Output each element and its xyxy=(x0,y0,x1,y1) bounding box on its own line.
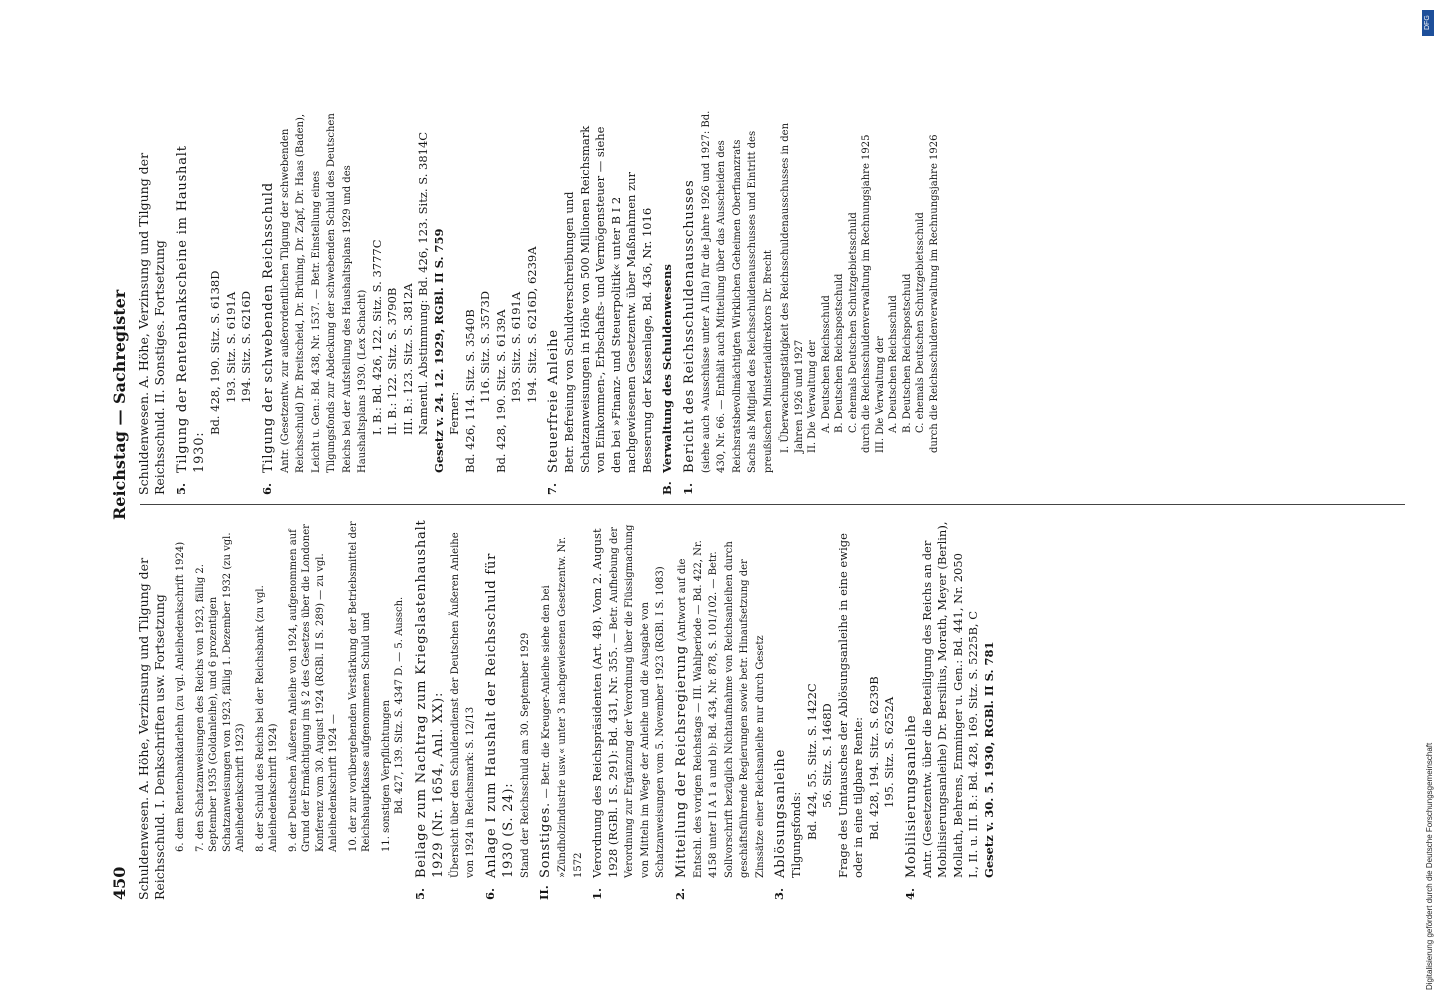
law-reference: Gesetz v. 24. 12. 1929, RGBl. II S. 759 xyxy=(431,228,446,473)
entry-bericht: 1. Bericht des Reichsschuldenausschusses (siehe auch »Ausschüsse unter A IIIa) für die Jahre 1926 und 1927: Bd. 430, Nr. 66. — Enthält auch Mitteilung über das Ausscheiden des Reichsratsbevollmächtigten Wirklichen Geheimen Oberfinanzrats Sachs als Mitglied des Reichsschuldenausschusses und Eintritt des preußischen Ministerialdirektors Dr. Brecht I. Überwachungstätigkeit des Reichsschuldenausschusses in den Jahren 1926 und 1927 II. Die Verwaltung der A. Deutschen Reichsschuld B. Deutschen Reichspostschuld C. ehemals Deutschen Schutzgebietsschuld durch die Reichsschuldenverwaltung im Rechnungsjahre 1925 III. Die Verwaltung der A. Deutschen Reichsschuld B. Deutschen Reichspostschuld C. ehemals Deutschen Schutzgebietsschuld durch die Reichsschuldenverwaltung im Rechnungsjahre 1926 xyxy=(680,110,940,495)
list-item: 9. der Deutschen Äußeren Anleihe von 1924, aufgenommen auf Grund der Ermächtigung im § 2 des Gesetzes über die Londoner Konferenz vom 30. August 1924 (RGBl. II S. 289) — zu vgl. Anleihedenkschrift 1924 — xyxy=(287,524,339,852)
section-sonstiges: II. Sonstiges. — Betr. die Kreuger-Anleihe siehe den bei »Zündholzindustrie usw.« unter 3 nachgewiesenen Gesetzentw. Nr. 1572 xyxy=(537,536,584,900)
list-item: A. Deutschen Reichsschuld xyxy=(820,295,832,433)
citation: I. B.: Bd. 426, 122. Sitz. S. 3777C xyxy=(369,239,384,435)
citation: 116. Sitz. S. 3573D xyxy=(478,290,492,403)
list-item: 8. der Schuld des Reichs bei der Reichsbank (zu vgl. Anleihedenkschrift 1924) xyxy=(254,585,279,852)
entry-steuerfreie-anleihe: 7. Steuerfreie Anleihe Betr. Befreiung von Schuldverschreibungen und Schatzanweisungen in Höhe von 500 Millionen Reichsmark von Einkommen-, Erbschafts- und Vermögensteuer — siehe den bei »Finanz- und Steuerpolitik« unter B I 2 nachgewiesenen Gesetzentw. über Maßnahmen zur Besserung der Kassenlage, Bd. 436, Nr. 1016 xyxy=(545,125,654,495)
law-reference: Gesetz v. 30. 5. 1930, RGBl. II S. 781 xyxy=(981,641,996,878)
entry-mobilisierungsanleihe: 4. Mobilisierungsanleihe Antr. (Gesetzentw. über die Beteiligung des Reichs an der Mobilisierungsanleihe) Dr. Bersilius, Morath, Meyer (Berlin), Mollath, Behrens, Emminger u. Gen.: Bd. 441, Nr. 2050 I., II. u. III. B.: Bd. 428, 169. Sitz. S. 5225B, C Gesetz v. 30. 5. 1930, RGBl. II S. 781 xyxy=(902,521,996,900)
entry-abloesungsanleihe: 3. Ablösungsanleihe Tilgungsfonds: Bd. 424, 55. Sitz. S. 1422C 56. Sitz. S. 1468D Frage des Umtausches der Ablösungsanleihe in eine ewige oder in eine tilgbare Rente: Bd. 428, 194. Sitz. S. 6239B 195. Sitz. S. 6252A xyxy=(772,533,896,900)
list-item: C. ehemals Deutschen Schutzgebietsschuld xyxy=(847,212,859,433)
list-item: B. Deutschen Reichspostschuld xyxy=(901,273,913,433)
right-column-heading: Schuldenwesen. A. Höhe, Verzinsung und Tilgung der Reichsschuld. II. Sonstiges. Fortsetzung xyxy=(136,152,167,495)
list-item: B. Deutschen Reichspostschuld xyxy=(834,273,845,433)
entry-text: (siehe auch »Ausschüsse unter A IIIa) für die Jahre 1926 und 1927: Bd. 430, Nr. 66. — Enthält auch Mitteilung über das Ausscheiden des Reichsratsbevollmächtigten Wirklichen Geheimen Oberfinanzrats Sachs als Mitglied des Reichsschuldenausschusses und Eintritt des preußischen Ministerialdirektors Dr. Brecht xyxy=(700,110,774,473)
section-verwaltung: B. Verwaltung des Schuldenwesens xyxy=(660,264,674,495)
entry-text: — Betr. Aufhebung der Verordnung zur Ergänzung der Verordnung über die Flüssigmachung von Mitteln im Wege der Anleihe und die Ausgabe von Schatzanweisungen vom 5. November 1923 (RGBl. I S. 1083) xyxy=(608,524,666,878)
entry-title: Beilage zum Nachtrag zum Kriegslastenhaushalt 1929 (Nr. 1654, Anl. XX): xyxy=(413,519,446,878)
column-divider xyxy=(140,504,1405,505)
list-item: I. Überwachungstätigkeit des Reichsschuldenausschusses in den Jahren 1926 und 1927 xyxy=(780,122,805,453)
citation: Bd. 428, 190. Sitz. S. 6138D xyxy=(208,270,222,435)
section-text: — Betr. die Kreuger-Anleihe siehe den bei »Zündholzindustrie usw.« unter 3 nachgewiesenen Gesetzentw. Nr. 1572 xyxy=(541,536,584,878)
citation: Bd. 428, 190. Sitz. S. 6139A xyxy=(493,309,508,473)
citation: I., II. u. III. B.: Bd. 428, 169. Sitz. S. 5225B, C xyxy=(966,611,980,878)
citation: Bd. 426, 114. Sitz. S. 3540B xyxy=(462,309,477,473)
section-title: Sonstiges. xyxy=(538,802,553,878)
entry-text: Antr. (Gesetzentw. über die Beteiligung des Reichs an der Mobilisierungsanleihe) Dr. Bersilius, Morath, Meyer (Berlin), Mollath, Behrens, Emminger u. Gen.: Bd. 441, Nr. 2050 xyxy=(919,521,965,878)
list-item: durch die Reichsschuldenverwaltung im Rechnungsjahre 1926 xyxy=(928,134,940,453)
list-item: 11. sonstigen Verpflichtungen Bd. 427, 139. Sitz. S. 4347 D. — 5. Aussch. xyxy=(380,596,405,852)
page-number: 450 xyxy=(110,866,129,900)
citation: 194. Sitz. S. 6216D xyxy=(239,290,253,403)
entry-text: (Antwort auf die Entschl. des vorigen Reichstags — III. Wahlperiode — Bd. 422, Nr. 4158 unter II A 1 a und b): Bd. 434, Nr. 878, S. 101/102. — Betr. Sollvorschrift bezüglich Nichtaufnahme von Reichsanleihen durch geschäftsführende Regierungen sowie betr. Hinaufsetzung der Zinssätze einer Reichsanleihe nur durch Gesetz xyxy=(676,540,766,878)
citation: II. B.: 122. Sitz. S. 3790B xyxy=(385,287,399,435)
entry-text: Übersicht über den Schuldendienst der Deutschen Äußeren Anleihe von 1924 in Reichsmark: S. 12/13 xyxy=(449,532,476,878)
entry-verordnung: 1. Verordnung des Reichspräsidenten (Art. 48). Vom 2. August 1928 (RGBl. I S. 291): Bd. 431, Nr. 355. — Betr. Aufhebung der Verordnung zur Ergänzung der Verordnung über die Flüssigmachung von Mitteln im Wege der Anleihe und die Ausgabe von Schatzanweisungen vom 5. November 1923 (RGBl. I S. 1083) xyxy=(590,524,666,900)
entry-anlage: 6. Anlage I zum Haushalt der Reichsschuld für 1930 (S. 24): Stand der Reichsschuld am 30. September 1929 xyxy=(482,552,531,900)
entry-text: Antr. (Gesetzentw. zur außerordentlichen Tilgung der schwebenden Reichsschuld) Dr. Breitscheid, Dr. Brüning, Dr. Zapf, Dr. Haas (Baden), Leicht u. Gen.: Bd. 438, Nr. 1537. — Betr. Einstellung eines Tilgungsfonds zur Abdeckung der schwebenden Schuld des Deutschen Reichs bei der Aufstellung des Haushaltsplans 1929 und des Haushaltsplans 1930. (Lex Schacht) xyxy=(279,113,368,473)
running-title: Reichstag — Sachregister xyxy=(110,289,129,520)
list-item: 7. den Schatzanweisungen des Reichs von 1923, fällig 2. September 1935 (Goldanleihe), und 6 prozentigen Schatzanweisungen von 1923, fällig 1. Dezember 1932 (zu vgl. Anleihedenkschrift 1923) xyxy=(194,532,246,852)
list-item: III. Die Verwaltung der xyxy=(874,336,886,453)
entry-title: Ablösungsanleihe xyxy=(773,748,788,878)
citation: Bd. 428, 194. Sitz. S. 6239B xyxy=(866,676,881,840)
citation: 195. Sitz. S. 6252A xyxy=(882,696,896,808)
entry-text: Stand der Reichsschuld am 30. September 1929 xyxy=(519,632,531,878)
list-item: A. Deutschen Reichsschuld xyxy=(888,295,899,433)
entry-beilage: 5. Beilage zum Nachtrag zum Kriegslastenhaushalt 1929 (Nr. 1654, Anl. XX): Übersicht über den Schuldendienst der Deutschen Äußeren Anleihe von 1924 in Reichsmark: S. 12/13 xyxy=(412,519,476,900)
entry-text: Tilgungsfonds: xyxy=(789,791,803,878)
entry-rentenbankscheine: 5. Tilgung der Rentenbankscheine im Haushalt 1930: Bd. 428, 190. Sitz. S. 6138D 193. Sitz. S. 6191A 194. Sitz. S. 6216D xyxy=(174,145,253,495)
entry-mitteilung: 2. Mitteilung der Reichsregierung (Antwort auf die Entschl. des vorigen Reichstags — III. Wahlperiode — Bd. 422, Nr. 4158 unter II A 1 a und b): Bd. 434, Nr. 878, S. 101/102. — Betr. Sollvorschrift bezüglich Nichtaufnahme von Reichsanleihen durch geschäftsführende Regierungen sowie betr. Hinaufsetzung der Zinssätze einer Reichsanleihe nur durch Gesetz xyxy=(672,540,766,900)
citation: 193. Sitz. S. 6191A xyxy=(509,291,523,403)
entry-title: Tilgung der Rentenbankscheine im Haushalt 1930: xyxy=(175,145,207,473)
entry-text: Betr. Befreiung von Schuldverschreibungen und Schatzanweisungen in Höhe von 500 Millionen Reichsmark von Einkommen-, Erbschafts- und Vermögensteuer — siehe den bei »Finanz- und Steuerpolitik« unter B I 2 nachgewiesenen Gesetzentw. über Maßnahmen zur Besserung der Kassenlage, Bd. 436, Nr. 1016 xyxy=(562,125,654,473)
list-item: 6. dem Rentenbankdarlehn (zu vgl. Anleihedenkschrift 1924) xyxy=(175,541,186,852)
list-item: C. ehemals Deutschen Schutzgebietsschuld xyxy=(915,212,926,433)
citation: Bd. 424, 55. Sitz. S. 1422C xyxy=(804,683,819,840)
list-item: II. Die Verwaltung der xyxy=(807,340,818,453)
list-item: 10. der zur vorübergehenden Verstärkung der Betriebsmittel der Reichshauptkasse aufgenommenen Schuld und xyxy=(347,521,372,852)
left-column xyxy=(132,515,1002,900)
left-column-heading: Schuldenwesen. A. Höhe, Verzinsung und Tilgung der Reichsschuld. I. Denkschriften usw. Fortsetzung xyxy=(136,557,167,900)
entry-schwebende-schuld: 6. Tilgung der schwebenden Reichsschuld Antr. (Gesetzentw. zur außerordentlichen Tilgung der schwebenden Reichsschuld) Dr. Breitscheid, Dr. Brüning, Dr. Zapf, Dr. Haas (Baden), Leicht u. Gen.: Bd. 438, Nr. 1537. — Betr. Einstellung eines Tilgungsfonds zur Abdeckung der schwebenden Schuld des Deutschen Reichs bei der Aufstellung des Haushaltsplans 1929 und des Haushaltsplans 1930. (Lex Schacht) I. B.: Bd. 426, 122. Sitz. S. 3777C II. B.: 122. Sitz. S. 3790B III. B.: 123. Sitz. S. 3812A Namentl. Abstimmung: Bd. 426, 123. Sitz. S. 3814C Gesetz v. 24. 12. 1929, RGBl. II S. 759 Ferner: Bd. 426, 114. Sitz. S. 3540B 116. Sitz. S. 3573D Bd. 428, 190. Sitz. S. 6139A 193. Sitz. S. 6191A 194. Sitz. S. 6216D, 6239A xyxy=(259,113,539,495)
citation: 193. Sitz. S. 6191A xyxy=(223,291,238,403)
right-column xyxy=(132,110,946,495)
list-item: durch die Reichsschuldenverwaltung im Rechnungsjahre 1925 xyxy=(861,134,872,453)
digitization-note xyxy=(1421,10,1434,990)
entry-title: Mitteilung der Reichsregierung xyxy=(673,645,689,878)
digitization-note-text: Digitalisierung gefördert durch die Deutsche Forschungsgemeinschaft xyxy=(1425,742,1434,990)
ferner-label: Ferner: xyxy=(447,391,461,435)
citation: 194. Sitz. S. 6216D, 6239A xyxy=(524,246,539,403)
entry-question: Frage des Umtausches der Ablösungsanleihe in eine ewige oder in eine tilgbare Rente: xyxy=(835,533,865,878)
entry-title: Bericht des Reichsschuldenausschusses xyxy=(681,179,697,473)
citation: III. B.: 123. Sitz. S. 3812A xyxy=(400,283,415,435)
entry-title: Verordnung des Reichspräsidenten (Art. 48). Vom 2. August 1928 (RGBl. I S. 291): Bd. 431, Nr. 355. xyxy=(590,528,620,878)
citation: Bd. 427, 139. Sitz. S. 4347 D. — 5. Aussch. xyxy=(394,596,405,814)
entry-title: Tilgung der schwebenden Reichsschuld xyxy=(260,182,276,473)
rotated-scanned-page xyxy=(110,80,1400,900)
section-title: Verwaltung des Schuldenwesens xyxy=(660,264,674,473)
entry-title: Mobilisierungsanleihe xyxy=(903,714,919,878)
entry-title: Anlage I zum Haushalt der Reichsschuld für 1930 (S. 24): xyxy=(483,552,516,878)
vote-reference: Namentl. Abstimmung: Bd. 426, 123. Sitz. S. 3814C xyxy=(416,131,430,435)
citation: 56. Sitz. S. 1468D xyxy=(820,703,834,808)
entry-title: Steuerfreie Anleihe xyxy=(546,329,561,473)
dfg-logo: DFG xyxy=(1422,10,1434,36)
